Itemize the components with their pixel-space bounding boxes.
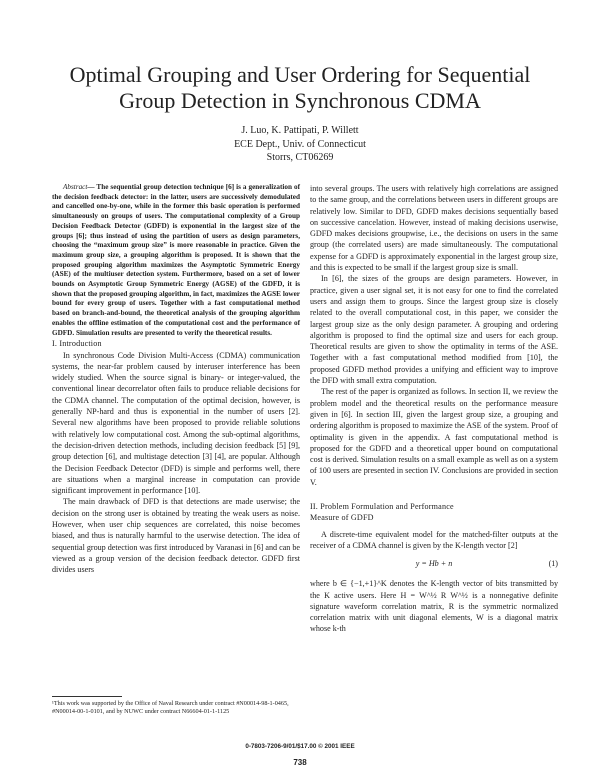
abstract <box>52 183 300 338</box>
equation-number: (1) <box>548 559 558 569</box>
sec2-paragraph-2: where b ∈ {−1,+1}^K denotes the K-length vector of bits transmitted by the K active users. Here H = W^½ R W^½ is a nonnegative definite signature waveform correlation matrix, R is the symmetric normalized correlation matrix with unit diagonal elements, W is a diagonal matrix whose k-th <box>310 579 558 634</box>
intro-paragraph-1: In synchronous Code Division Multi-Access (CDMA) communication systems, the near-far problem caused by interuser interference has been widely studied. When the source signal is binary- or integer-valued, the conventional linear decorrelator often fails to produce reliable decisions for the CDMA channel. The computation of the optimal decision, however, is generally NP-hard and thus is exponential in the number of users [2]. Several new algorithms have been proposed to provide reliable solutions with relatively low computational cost. Among the sub-optimal algorithms, the decision-driven detection methods, including decision feedback [5] [9], group detection [6], and multistage detection [3] [4], are popular. Although the Decision Feedback Detector (DFD) is simple and performs well, there are situations when a marginal increase in computation can provide significant improvement in performance [10]. <box>52 350 300 496</box>
right-paragraph-2: In [6], the sizes of the groups are design parameters. However, in practice, given a user signal set, it is not easy for one to find the correlated users and assign them to groups. Since the largest group size is closely related to the overall computational cost, in this paper, we consider the largest group size as the only design parameter. A grouping and ordering algorithm is proposed to find the optimal size and users for each group. Theoretical results are given to show the optimality in terms of the ASE. Together with a fast computational method modified from [10], the proposed GDFD method provides a unifying and efficient way to improve the DFD with small extra computation. <box>310 274 558 386</box>
section-heading-line-1: II. Problem Formulation and Performance <box>310 502 454 512</box>
section-heading-line-2: Measure of GDFD <box>310 513 374 523</box>
right-paragraph-1: into several groups. The users with relatively high correlations are assigned to the same group, and the correlations between users in different groups are relatively low. Similar to DFD, GDFD makes decisions sequentially based on successive cancelation. However, instead of making decisions userwise, GDFD makes decisions groupwise, i.e., the decisions on users in the same group (the correlated users) are made simultaneously. The computational expense for a GDFD is approximately exponential in the largest group size, and this is expected to be small if the largest group size is small. <box>310 184 558 273</box>
abstract-text: — The sequential group detection technique [6] is a generalization of the decision feedback detector: in the latter, users are successively demodulated and cancelled one-by-one, while in the former this basic operation is performed simultaneously on groups of users. The computational complexity of a Group Decision Feedback Detector (GDFD) is exponential in the largest size of the groups [6]; thus instead of using the partition of users as design parameters, choosing the “maximum group size” is more reasonable in practice. Given the maximum group size, a grouping algorithm is proposed. It is shown that the proposed grouping algorithm maximizes the Asymptotic Symmetric Energy (ASE) of the multiuser detection system. Furthermore, based on a set of lower bounds on Asymptotic Group Symmetric Energy (AGSE) of the GDFD, it is shown that the proposed grouping algorithm, in fact, maximizes the AGSE lower bound for every group of users. Together with a fast computational method based on branch-and-bound, the theoretical analysis of the grouping algorithm enables the offline estimation of the computational cost and the performance of GDFD. Simulation results are presented to verify the theoretical results. <box>52 183 300 337</box>
right-paragraph-3: The rest of the paper is organized as follows. In section II, we review the problem model and the theoretical results on the performance measure given in [6]. In section III, given the largest group size, a grouping and ordering algorithm is proposed to maximize the ASE of the system. Proof of optimality is given in the appendix. A fast computational method is proposed for the GDFD and a theoretical upper bound on computational cost is derived. Simulation results on a small example as well as on a system of 100 users are presented in section IV. Conclusions are provided in section V. <box>310 387 558 487</box>
footnote-text: ¹This work was supported by the Office of Naval Research under contract #N00014-98-1-0465, #N00014-00-1-0101, and by NUWC under contract N66604-01-1-1125 <box>52 700 289 716</box>
authors: J. Luo, K. Pattipati, P. Willett <box>241 125 359 136</box>
left-column <box>52 183 300 575</box>
section-heading-introduction: I. Introduction <box>52 339 102 349</box>
sec2-paragraph-1: A discrete-time equivalent model for the matched-filter outputs at the receiver of a CDMA channel is given by the K-length vector [2] <box>310 529 558 550</box>
intro-paragraph-2: The main drawback of DFD is that detections are made userwise; the decision on the strong user is obtained by treating the weak users as noise. However, when user chip sequences are correlated, this noise becomes biased, and thus is naturally harmful to the userwise detection. The idea of sequential group detection was first introduced by Varanasi in [6] and can be viewed as a group version of the decision feedback detector. GDFD first divides users <box>52 497 300 575</box>
equation-body: y = Hb + n <box>415 559 453 569</box>
copyright-line: 0-7803-7206-9/01/$17.00 © 2001 IEEE <box>245 743 355 750</box>
affiliation: ECE Dept., Univ. of Connecticut <box>234 138 366 150</box>
author-block <box>150 124 450 165</box>
right-column <box>310 183 558 635</box>
footnote <box>52 700 300 717</box>
section-heading-problem-formulation <box>310 501 558 524</box>
footnote-rule <box>52 696 122 697</box>
abstract-label: Abstract <box>63 183 88 191</box>
paper-title: Optimal Grouping and User Ordering for Sequential Group Detection in Synchronous CDMA <box>69 62 531 113</box>
equation-1 <box>310 558 558 572</box>
location: Storrs, CT06269 <box>266 152 334 163</box>
page-number: 738 <box>293 758 307 767</box>
